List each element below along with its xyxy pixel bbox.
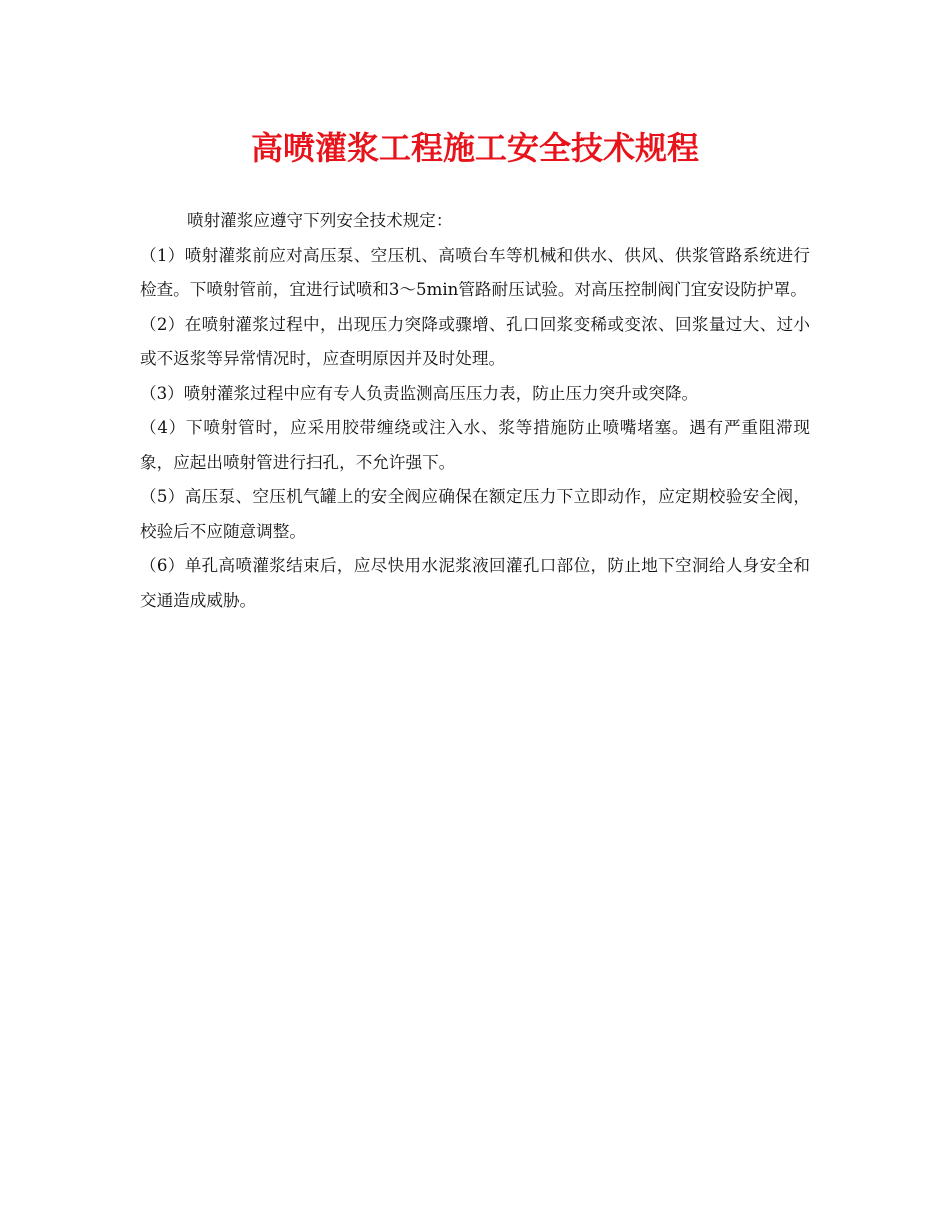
clause-5: （5）高压泵、空压机气罐上的安全阀应确保在额定压力下立即动作，应定期校验安全阀，校验后不应随意调整。 (140, 487, 810, 541)
document-title: 高喷灌浆工程施工安全技术规程 (250, 129, 699, 167)
clause-3: （3）喷射灌浆过程中应有专人负责监测高压压力表，防止压力突升或突降。 (140, 383, 699, 403)
intro-paragraph: 喷射灌浆应遵守下列安全技术规定： (187, 211, 453, 230)
clause-1: （1）喷射灌浆前应对高压泵、空压机、高喷台车等机械和供水、供风、供浆管路系统进行检查。下喷射管前，宜进行试喷和3～5min管路耐压试验。对高压控制阀门宜安设防护罩。 (140, 245, 810, 299)
document-body (140, 204, 810, 618)
clause-2: （2）在喷射灌浆过程中，出现压力突降或骤增、孔口回浆变稀或变浓、回浆量过大、过小或不返浆等异常情况时，应查明原因并及时处理。 (140, 314, 810, 368)
clause-6: （6）单孔高喷灌浆结束后，应尽快用水泥浆液回灌孔口部位，防止地下空洞给人身安全和交通造成威胁。 (140, 556, 810, 610)
clause-4: （4）下喷射管时，应采用胶带缠绕或注入水、浆等措施防止喷嘴堵塞。遇有严重阻滞现象，应起出喷射管进行扫孔，不允许强下。 (140, 418, 810, 472)
